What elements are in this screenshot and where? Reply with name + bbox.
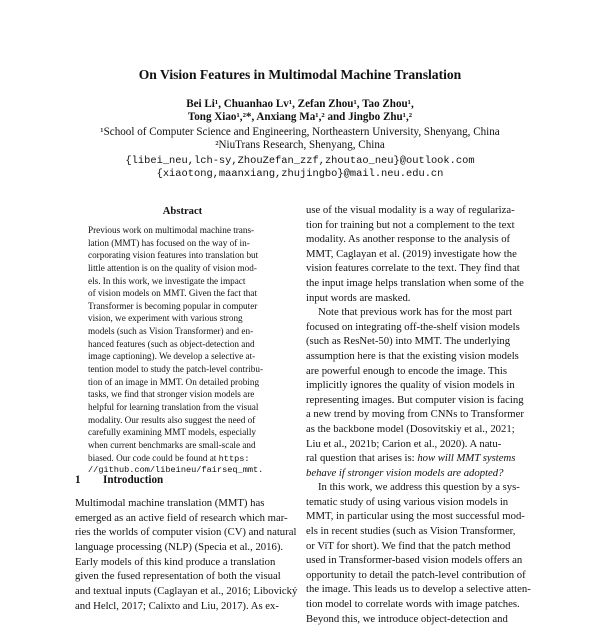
body-line: use of the visual modality is a way of regulariza- xyxy=(306,204,515,216)
abstract-line: tasks, we find that stronger vision models are xyxy=(88,389,255,400)
body-line: opportunity to detail the patch-level contribution of xyxy=(306,568,526,581)
affiliation-1: ¹School of Computer Science and Engineering, Northeastern University, Shenyang, China xyxy=(100,126,500,138)
body-line: focused on integrating off-the-shelf vision models xyxy=(306,320,520,333)
intro-line: Multimodal machine translation (MMT) has xyxy=(75,497,265,509)
intro-line: language processing (NLP) (Specia et al., 2016). xyxy=(75,541,284,554)
abstract-line: biased. Our code could be found at xyxy=(88,452,217,463)
intro-line: Early models of this kind produce a translation xyxy=(75,555,276,568)
code-link-part-1[interactable]: https: xyxy=(218,453,250,464)
abstract-line: corporating vision features into translation but xyxy=(88,250,259,261)
body-line: tematic study of using various vision models in xyxy=(306,495,509,508)
paper-title: On Vision Features in Multimodal Machine Translation xyxy=(138,67,462,82)
body-line-mixed xyxy=(306,451,532,466)
abstract-line: tion of an image in MMT. On detailed probing xyxy=(88,376,260,387)
abstract-line: carefully examining MMT models, especially xyxy=(88,427,256,438)
right-column-body xyxy=(306,203,532,626)
affiliation-2: ²NiuTrans Research, Shenyang, China xyxy=(215,138,385,151)
abstract-line: helpful for learning translation from the visual xyxy=(88,401,259,412)
body-line: vision features correlate to the text. They find that xyxy=(306,262,520,275)
affiliations xyxy=(40,125,560,150)
abstract-line: of vision models on MMT. Given the fact that xyxy=(88,288,258,299)
abstract-line: when current benchmarks are small-scale and xyxy=(88,439,256,450)
body-line: input words are masked. xyxy=(306,291,411,304)
abstract-line-with-link xyxy=(88,452,278,465)
body-line: a new trend by moving from CNNs to Transformer xyxy=(306,408,524,421)
section-number: 1 xyxy=(75,474,81,486)
body-line: the input image helps translation when some of the xyxy=(306,276,524,289)
body-line: tion for training but not a complement to the text xyxy=(306,218,515,231)
section-heading-introduction xyxy=(75,474,163,486)
introduction-body xyxy=(75,496,298,614)
intro-line: given the fused representation of both the visual xyxy=(75,570,281,583)
body-line: as the backbone model (Dosovitskiy et al., 2021; xyxy=(306,422,515,435)
body-line: (such as ResNet-50) into MMT. The underlying xyxy=(306,335,511,348)
abstract-line: vision, we experiment with various strong xyxy=(88,313,243,324)
abstract-line: els. In this work, we investigate the impact xyxy=(88,275,246,286)
body-line: or ViT for short). We find that the patch method xyxy=(306,539,511,552)
abstract-line: lation (MMT) has focused on the way of in- xyxy=(88,237,250,248)
abstract-line: Previous work on multimodal machine trans- xyxy=(88,225,255,235)
author-line-2: Tong Xiao¹,²*, Anxiang Ma¹,² and Jingbo Zhu¹,² xyxy=(187,110,413,123)
abstract-line: hanced features (such as object-detection and xyxy=(88,338,255,349)
email-line-2: {xiaotong,maanxiang,zhujingbo}@mail.neu.edu.cn xyxy=(156,167,444,180)
author-emails xyxy=(40,154,560,179)
body-line: Liu et al., 2021b; Carion et al., 2020). A natu- xyxy=(306,437,502,450)
abstract-line: modality. Our results also suggest the need of xyxy=(88,414,256,425)
body-text: ral question that arises is: xyxy=(306,452,418,465)
intro-line: emerged as an active field of research which mar- xyxy=(75,511,288,524)
author-list xyxy=(60,97,540,122)
body-line: are powerful enough to encode the image. This xyxy=(306,364,508,377)
body-line: els in recent studies (such as Vision Transformer, xyxy=(306,525,516,538)
abstract-body xyxy=(88,224,278,477)
body-line: implicitly ignores the quality of vision models in xyxy=(306,379,515,392)
body-line: used in Transformer-based vision models offers an xyxy=(306,554,523,567)
author-line-1: Bei Li¹, Chuanhao Lv¹, Zefan Zhou¹, Tao Zhou¹, xyxy=(186,98,414,110)
email-line-1: {libei_neu,lch-sy,ZhouZefan_zzf,zhoutao_neu}@outlook.com xyxy=(125,155,475,167)
code-link-part-2[interactable]: //github.com/libeineu/fairseq_mmt. xyxy=(88,465,264,476)
abstract-line: models (such as Vision Transformer) and en- xyxy=(88,326,254,337)
abstract-line: Transformer is becoming popular in computer xyxy=(88,300,258,311)
italic-question: behave if stronger vision models are adopted? xyxy=(306,466,504,479)
abstract-line: little attention is on the quality of vision mod- xyxy=(88,262,257,273)
abstract-line: image captioning). We develop a selective at- xyxy=(88,351,256,362)
body-line: assumption here is that the existing vision models xyxy=(306,349,519,362)
abstract-line: tention model to study the patch-level contribu- xyxy=(88,364,264,375)
intro-line: and Helcl, 2017; Calixto and Liu, 2017). As ex- xyxy=(75,599,279,612)
body-line: representing images. But computer vision is facing xyxy=(306,393,524,406)
body-line: MMT, in particular using the most successful mod- xyxy=(306,510,525,523)
body-line: Beyond this, we introduce object-detection and xyxy=(306,612,508,625)
intro-line: ries the worlds of computer vision (CV) and natural xyxy=(75,526,297,539)
section-title: Introduction xyxy=(103,474,164,486)
body-line: the image. This leads us to develop a selective atten- xyxy=(306,583,531,596)
body-line: modality. As another response to the analysis of xyxy=(306,233,511,246)
intro-line: and textual inputs (Caglayan et al., 2016; Libovický xyxy=(75,585,298,598)
body-line: tion model to correlate words with image patches. xyxy=(306,598,520,611)
abstract-heading: Abstract xyxy=(162,206,203,217)
italic-text: how will MMT systems xyxy=(417,452,516,465)
body-line: MMT, Caglayan et al. (2019) investigate how the xyxy=(306,247,517,260)
body-line: Note that previous work has for the most part xyxy=(318,306,513,319)
body-line: In this work, we address this question by a sys- xyxy=(318,481,520,494)
